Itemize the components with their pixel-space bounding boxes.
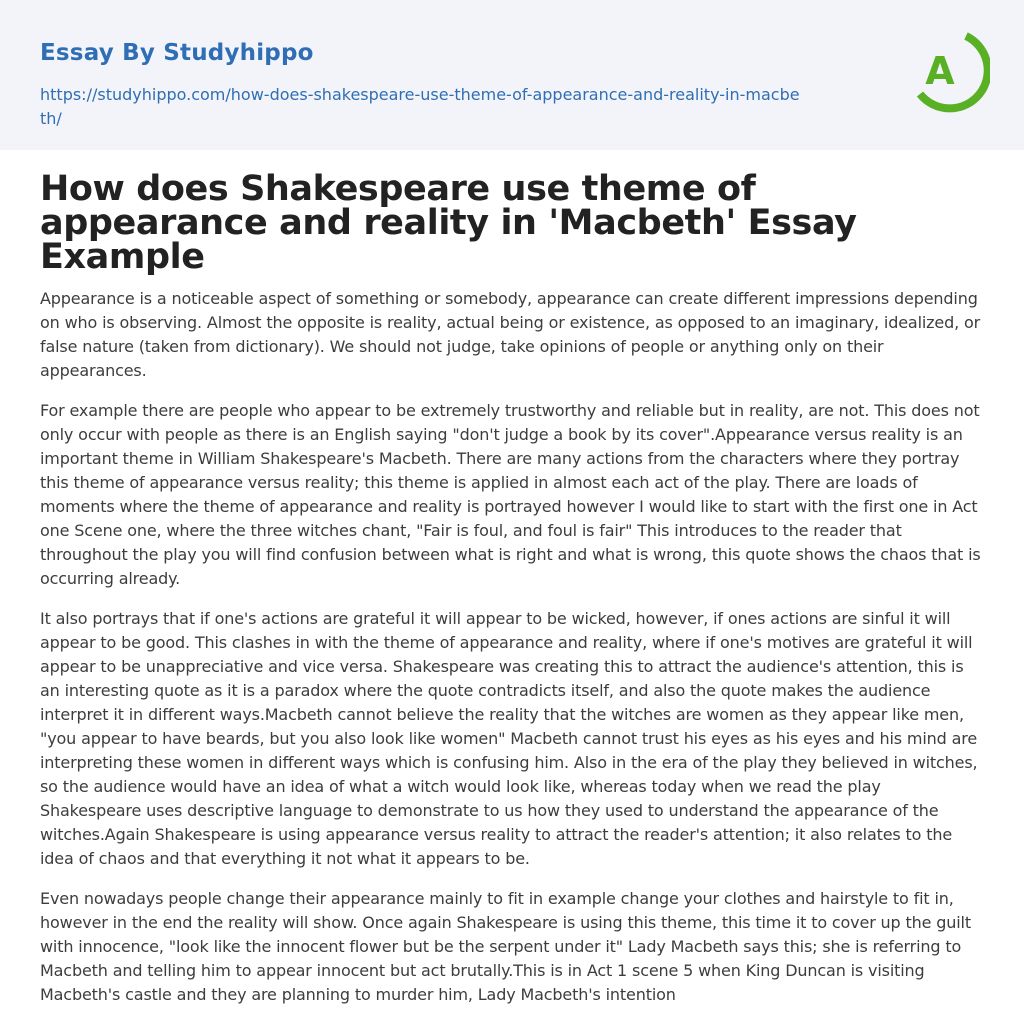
article-paragraph-2: For example there are people who appear to be extremely trustworthy and reliable but in reality, are not. This does not only occur with people as there is an English saying "don't judge a book by its cover".Appearance versus reality is an important theme in William Shakespeare's Macbeth. There are many actions from the characters where they portray this theme of appearance versus reality; this theme is applied in almost each act of the play. There are loads of moments where the theme of appearance and reality is portrayed however I would like to start with the first one in Act one Scene one, where the three witches chant, "Fair is foul, and foul is fair" This introduces to the reader that throughout the play you will find confusion between what is right and what is wrong, this quote shows the chaos that is occurring already. (40, 401, 981, 588)
article-paragraph-1: Appearance is a noticeable aspect of something or somebody, appearance can create different impressions depending on who is observing. Almost the opposite is reality, actual being or existence, as opposed to an imaginary, idealized, or false nature (taken from dictionary). We should not judge, take opinions of people or anything only on their appearances. (40, 289, 981, 380)
article-paragraph-4: Even nowadays people change their appearance mainly to fit in example change your clothes and hairstyle to fit in, however in the end the reality will show. Once again Shakespeare is using this theme, this time it to cover up the guilt with innocence, "look like the innocent flower but be the serpent under it" Lady Macbeth says this; she is referring to Macbeth and telling him to appear innocent but act brutally.This is in Act 1 scene 5 when King Duncan is visiting Macbeth's castle and they are planning to murder him, Lady Macbeth's intention (40, 889, 971, 1004)
source-url-link[interactable]: https://studyhippo.com/how-does-shakespeare-use-theme-of-appearance-and-reality-in-macbeth/ (40, 85, 800, 128)
article (0, 169, 1024, 1007)
logo-letter: A (925, 49, 955, 93)
studyhippo-logo[interactable] (910, 28, 990, 116)
article-title: How does Shakespeare use theme of appearance and reality in 'Macbeth' Essay Example (40, 169, 857, 277)
article-paragraph-3: It also portrays that if one's actions are grateful it will appear to be wicked, however, if ones actions are sinful it will appear to be good. This clashes in with the theme of appearance and reality, where if one's motives are grateful it will appear to be unappreciative and vice versa. Shakespeare was creating this to attract the audience's attention, this is an interesting quote as it is a paradox where the quote contradicts itself, and also the quote makes the audience interpret it in different ways.Macbeth cannot believe the reality that the witches are women as they appear like men, "you appear to have beards, but you also look like women" Macbeth cannot trust his eyes as his eyes and his mind are interpreting these women in different ways which is confusing him. Also in the era of the play they believed in witches, so the audience would have an idea of what a witch would look like, whereas today when we read the play Shakespeare uses descriptive language to demonstrate to us how they used to understand the appearance of the witches.Again Shakespeare is using appearance versus reality to attract the reader's attention; it also relates to the idea of chaos and that everything it not what it appears to be. (40, 609, 978, 868)
site-brand[interactable]: Essay By Studyhippo (40, 40, 314, 66)
site-header (0, 0, 1024, 150)
logo-a-icon (910, 28, 990, 116)
